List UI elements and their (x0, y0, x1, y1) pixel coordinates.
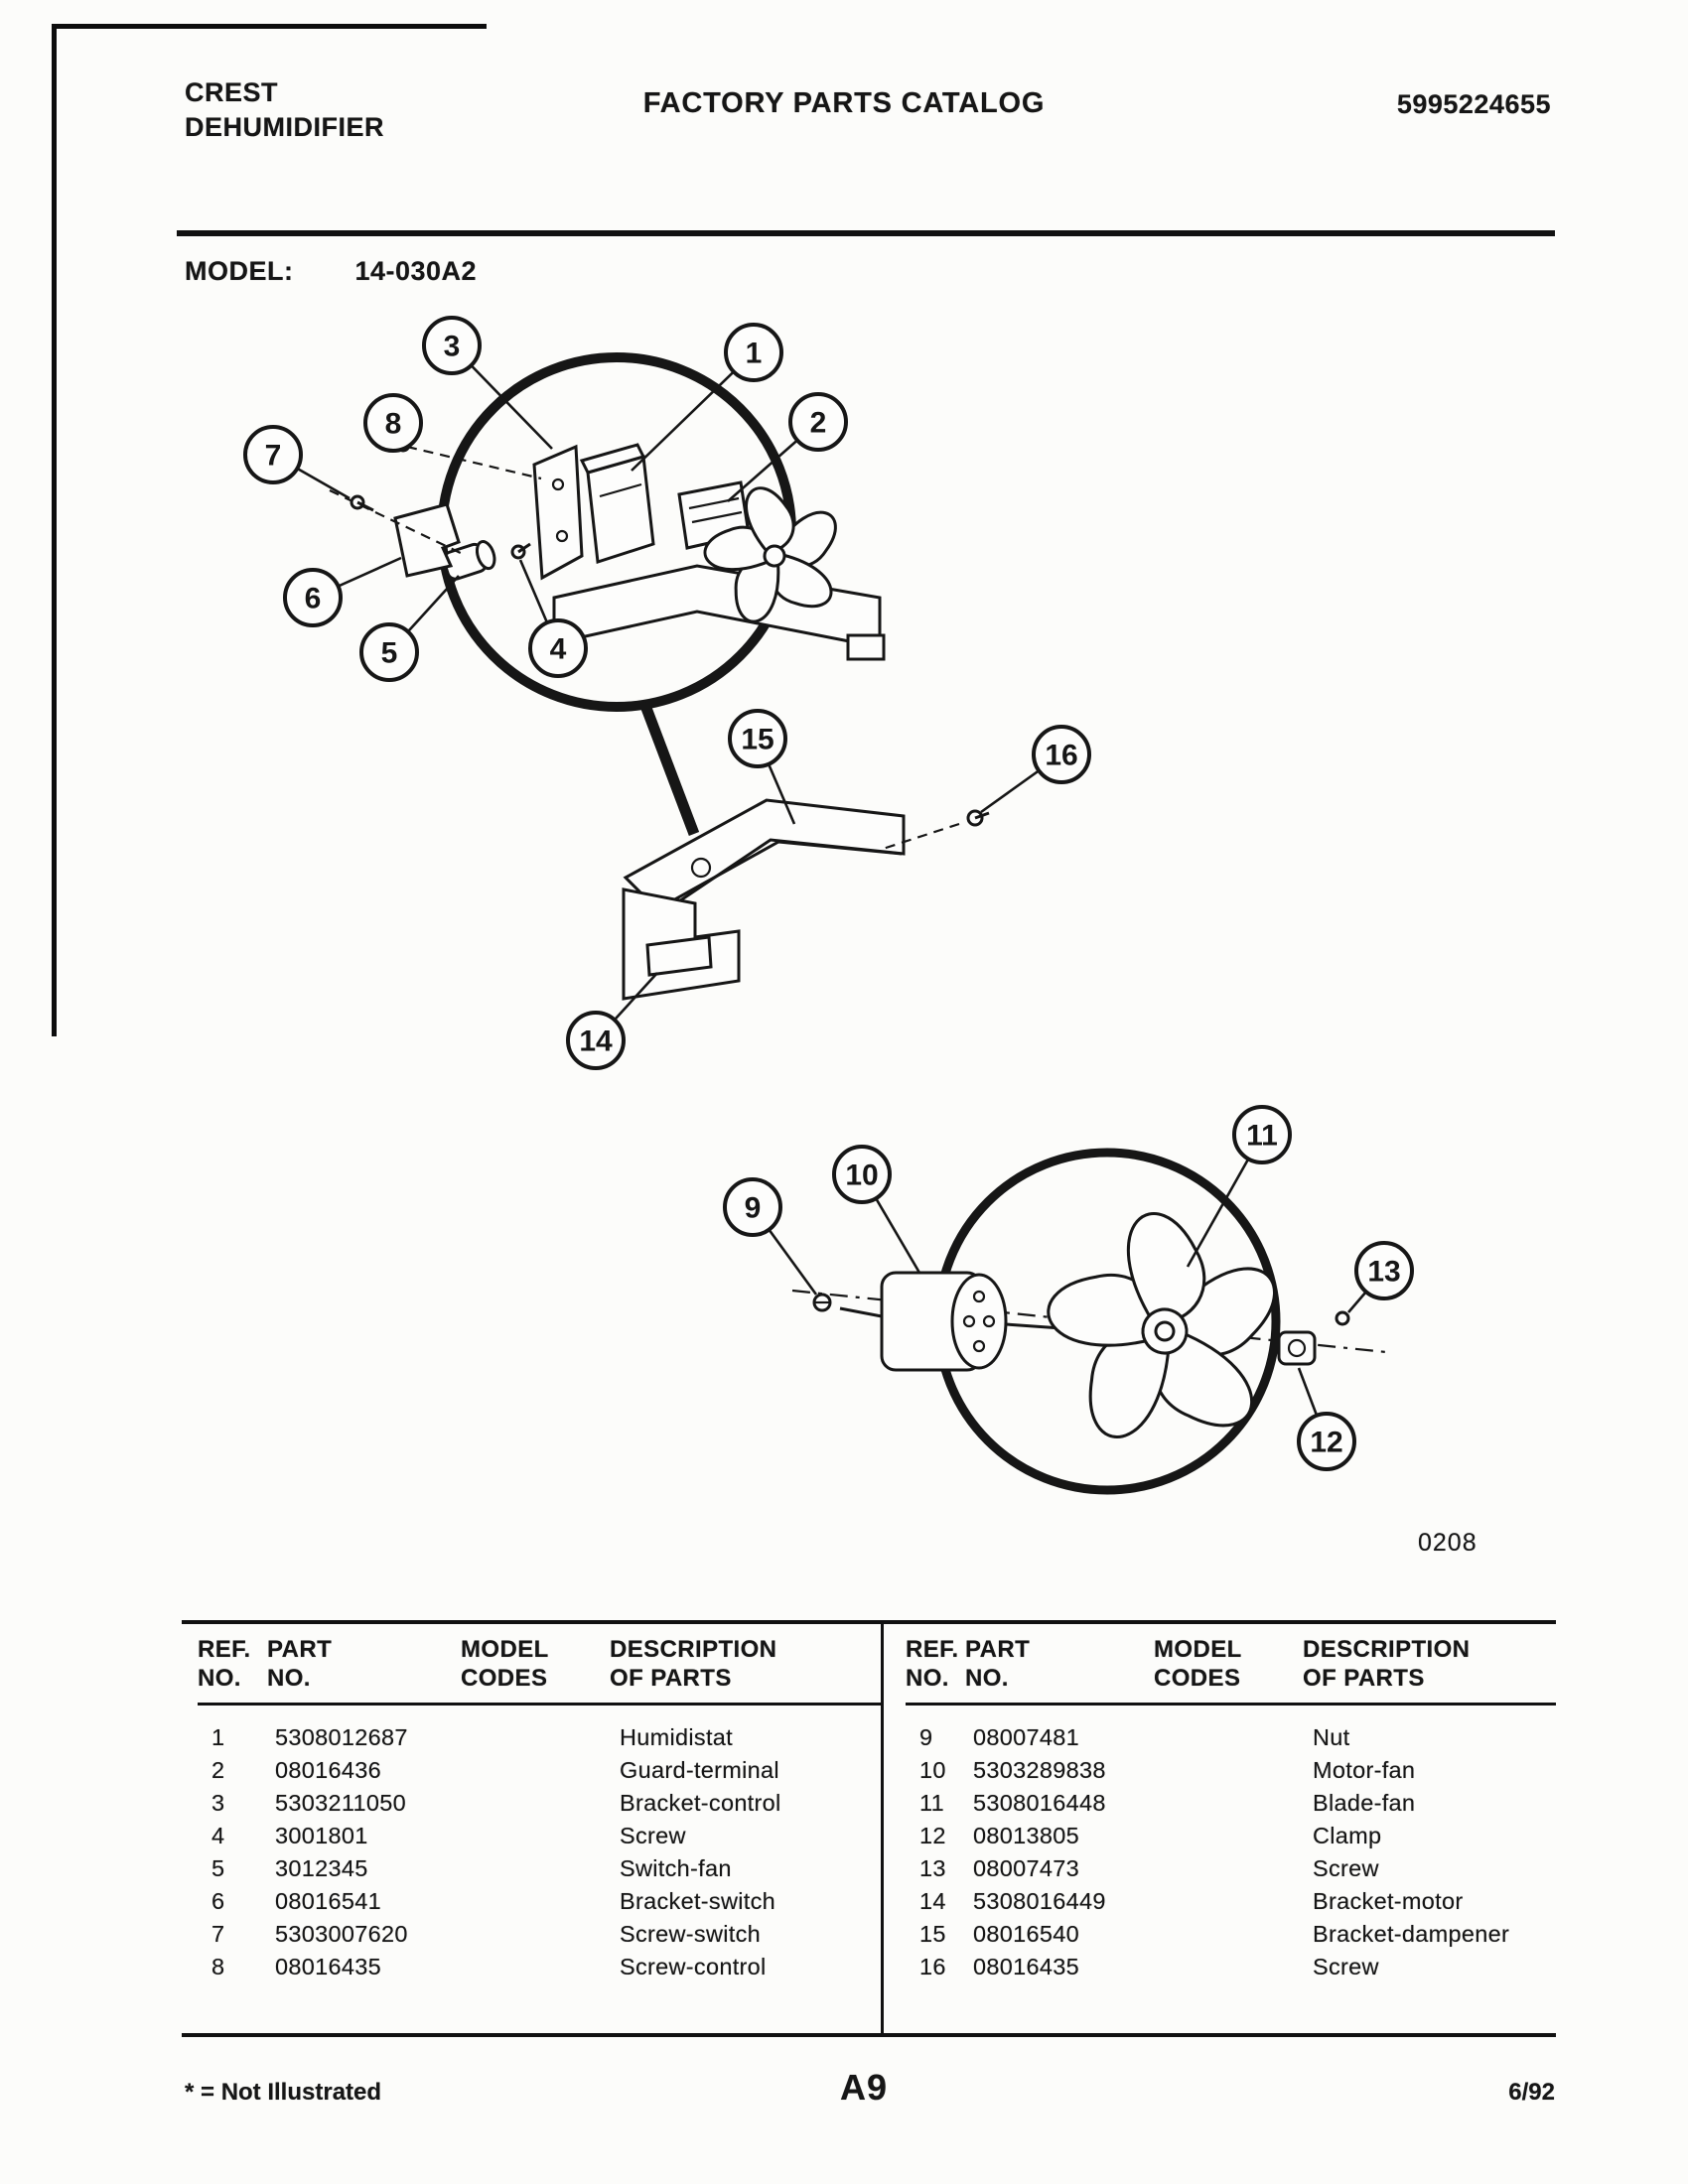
bracket-control (534, 447, 582, 578)
screw-13 (1336, 1312, 1348, 1324)
table-row (906, 1852, 1556, 1885)
table-row (198, 1852, 881, 1885)
callout-14 (568, 1013, 624, 1068)
column-header: MODEL CODES (461, 1635, 549, 1692)
callout-12 (1299, 1414, 1354, 1469)
ref-no-cell: 6 (211, 1888, 225, 1914)
callout-6 (285, 570, 341, 625)
description-cell: Bracket-control (620, 1790, 781, 1816)
model-value: 14-030A2 (354, 256, 478, 286)
assembly-pointer-line (644, 703, 694, 834)
ref-no-cell: 4 (211, 1823, 225, 1848)
model-label: MODEL: (185, 256, 294, 286)
callout-1 (726, 325, 781, 380)
brand-line-2: DEHUMIDIFIER (185, 112, 384, 142)
bracket-switch (395, 504, 459, 576)
clamp (1279, 1332, 1315, 1364)
svg-text:8: 8 (384, 407, 402, 441)
figure-code: 0208 (1418, 1529, 1477, 1557)
callout-3 (424, 318, 480, 373)
model-codes-cell (461, 1820, 610, 1852)
parts-table-left (182, 1624, 884, 2033)
description-cell: Switch-fan (620, 1855, 732, 1881)
model-codes-cell (1154, 1852, 1303, 1885)
ref-no-cell: 1 (211, 1724, 225, 1750)
ref-no-cell: 11 (919, 1790, 944, 1816)
doc-number: 5995224655 (1396, 89, 1551, 119)
part-no-cell: 5308012687 (275, 1724, 408, 1750)
table-row (906, 1951, 1556, 1983)
ref-no-cell: 12 (919, 1823, 946, 1848)
ref-no-cell: 14 (919, 1888, 946, 1914)
svg-text:7: 7 (264, 439, 282, 473)
blade-fan-large (1005, 1181, 1307, 1485)
column-header: MODEL CODES (1154, 1635, 1242, 1692)
svg-text:12: 12 (1310, 1426, 1343, 1459)
svg-text:10: 10 (845, 1159, 879, 1192)
model-codes-cell (1154, 1787, 1303, 1820)
table-row (906, 1721, 1556, 1754)
model-codes-cell (461, 1787, 610, 1820)
ref-no-cell: 13 (919, 1855, 946, 1881)
table-row (198, 1754, 881, 1787)
model-codes-cell (461, 1721, 610, 1754)
part-no-cell: 5308016448 (973, 1790, 1106, 1816)
part-no-cell: 08007473 (973, 1855, 1079, 1881)
description-cell: Nut (1313, 1724, 1350, 1750)
description-cell: Screw-control (620, 1954, 767, 1979)
bracket-motor (624, 889, 739, 999)
table-row (198, 1721, 881, 1754)
part-no-cell: 5303289838 (973, 1757, 1106, 1783)
ref-no-cell: 2 (211, 1757, 225, 1783)
table-row (906, 1787, 1556, 1820)
table-header-row (906, 1624, 1556, 1706)
callout-5 (361, 624, 417, 680)
svg-text:14: 14 (579, 1024, 613, 1058)
svg-text:11: 11 (1246, 1119, 1278, 1153)
callout-4 (530, 620, 586, 676)
bracket-support-foot (848, 635, 884, 659)
model-codes-cell (1154, 1820, 1303, 1852)
svg-text:3: 3 (443, 330, 461, 363)
table-row (906, 1820, 1556, 1852)
model-codes-cell (1154, 1721, 1303, 1754)
svg-text:1: 1 (745, 337, 763, 370)
ref-no-cell: 7 (211, 1921, 225, 1947)
column-header: REF. NO. (198, 1635, 251, 1692)
date-code: 6/92 (1508, 2079, 1555, 2106)
part-no-cell: 08013805 (973, 1823, 1079, 1848)
ref-no-cell: 16 (919, 1954, 946, 1979)
svg-text:16: 16 (1045, 739, 1078, 772)
column-header: PART NO. (965, 1635, 1031, 1692)
table-header-row (198, 1624, 881, 1706)
model-codes-cell (1154, 1754, 1303, 1787)
model-codes-cell (1154, 1918, 1303, 1951)
description-cell: Clamp (1313, 1823, 1382, 1848)
svg-text:15: 15 (741, 723, 774, 756)
callout-15 (730, 711, 785, 766)
column-header: PART NO. (267, 1635, 333, 1692)
column-header: DESCRIPTION OF PARTS (1303, 1635, 1471, 1692)
model-codes-cell (1154, 1951, 1303, 1983)
svg-text:6: 6 (304, 582, 322, 615)
part-no-cell: 08016435 (275, 1954, 381, 1979)
table-row (198, 1951, 881, 1983)
part-no-cell: 3012345 (275, 1855, 368, 1881)
callout-13 (1356, 1243, 1412, 1298)
part-no-cell: 08016541 (275, 1888, 381, 1914)
screw-4 (512, 544, 530, 558)
description-cell: Blade-fan (1313, 1790, 1416, 1816)
ref-no-cell: 9 (919, 1724, 933, 1750)
bracket-dampener (626, 800, 904, 913)
model-codes-cell (461, 1885, 610, 1918)
table-body-left (198, 1706, 881, 1983)
description-cell: Bracket-switch (620, 1888, 775, 1914)
bracket-support (554, 566, 880, 647)
footer-note: * = Not Illustrated (185, 2079, 382, 2106)
screw-16 (968, 811, 989, 825)
svg-text:13: 13 (1367, 1255, 1401, 1289)
screw-axis-dashed (407, 447, 541, 478)
model-codes-cell (461, 1852, 610, 1885)
table-row (198, 1918, 881, 1951)
description-cell: Screw (1313, 1954, 1379, 1979)
model-codes-cell (461, 1951, 610, 1983)
table-row (906, 1754, 1556, 1787)
description-cell: Motor-fan (1313, 1757, 1416, 1783)
brand-line-1: CREST (185, 77, 279, 107)
description-cell: Screw-switch (620, 1921, 762, 1947)
svg-text:9: 9 (744, 1191, 762, 1225)
callout-11 (1234, 1107, 1290, 1162)
ref-no-cell: 8 (211, 1954, 225, 1979)
part-no-cell: 5303007620 (275, 1921, 408, 1947)
model-codes-cell (461, 1754, 610, 1787)
ref-no-cell: 3 (211, 1790, 225, 1816)
page-code: A9 (839, 2067, 889, 2108)
callout-9 (725, 1179, 780, 1235)
model-codes-cell (461, 1918, 610, 1951)
parts-table (182, 1620, 1556, 2037)
description-cell: Screw (620, 1823, 686, 1848)
description-cell: Bracket-dampener (1313, 1921, 1510, 1947)
description-cell: Humidistat (620, 1724, 734, 1750)
parts-table-right (884, 1624, 1556, 2033)
table-row (906, 1918, 1556, 1951)
callout-8 (365, 395, 421, 451)
table-row (906, 1885, 1556, 1918)
screw-9 (814, 1295, 830, 1310)
model-codes-cell (1154, 1885, 1303, 1918)
part-no-cell: 08016540 (973, 1921, 1079, 1947)
screw-switch (352, 496, 373, 510)
part-no-cell: 08007481 (973, 1724, 1079, 1750)
ref-no-cell: 5 (211, 1855, 225, 1881)
callout-7 (245, 427, 301, 482)
callout-2 (790, 394, 846, 450)
table-row (198, 1885, 881, 1918)
callout-16 (1034, 727, 1089, 782)
table-body-right (906, 1706, 1556, 1983)
ref-no-cell: 15 (919, 1921, 946, 1947)
svg-text:5: 5 (380, 636, 398, 670)
part-no-cell: 5308016449 (973, 1888, 1106, 1914)
svg-text:4: 4 (549, 632, 567, 666)
callout-10 (834, 1147, 890, 1202)
description-cell: Bracket-motor (1313, 1888, 1464, 1914)
humidistat (582, 445, 653, 562)
description-cell: Guard-terminal (620, 1757, 779, 1783)
ref-no-cell: 10 (919, 1757, 946, 1783)
svg-text:2: 2 (809, 406, 827, 440)
table-row (198, 1820, 881, 1852)
column-header: DESCRIPTION OF PARTS (610, 1635, 777, 1692)
table-row (198, 1787, 881, 1820)
description-cell: Screw (1313, 1855, 1379, 1881)
page-title: FACTORY PARTS CATALOG (642, 87, 1046, 119)
column-header: REF. NO. (906, 1635, 959, 1692)
part-no-cell: 5303211050 (275, 1790, 406, 1816)
part-no-cell: 3001801 (275, 1823, 368, 1848)
part-no-cell: 08016436 (275, 1757, 381, 1783)
part-no-cell: 08016435 (973, 1954, 1079, 1979)
